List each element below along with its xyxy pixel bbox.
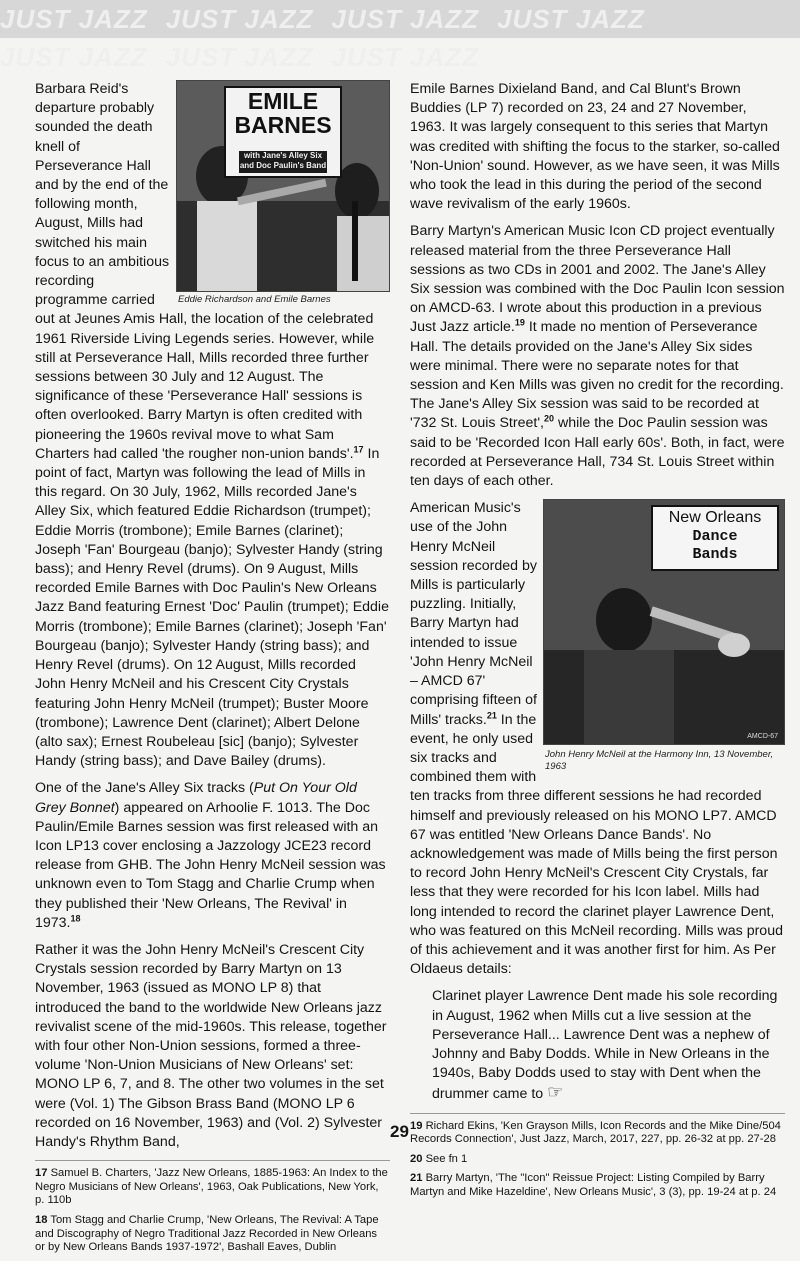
footnote-divider xyxy=(35,1160,390,1161)
body-paragraph: American Music's use of the John Henry McNeil session recorded by Mills is particularly puzzling. Initially, Barry Martyn had intended to issue 'John Henry McNeil – AMCD 67' comprising fifteen of Mills' tracks.$^{21}$ In the event, he only used six tracks and combined them with ten tracks from three different sessions he had recorded himself and previously released on his MONO LP7. AMCD 67 was entitled 'New Orleans Dance Bands'. No acknowledgement was made of Mills being the first person to record John Henry McNeil's Crescent City Crystals, far less that they were recorded for his Icon label. Mills had long intended to record the clarinet player Lawrence Dent, who was featured on this McNeil recording. Mills was proud of this achievement and it was another first for him. As Per Oldaeus details: xyxy=(410,500,783,978)
emile-barnes-album-cover xyxy=(176,80,390,292)
page-number: 29 xyxy=(390,1122,409,1141)
pointing-hand-icon: ☞ xyxy=(547,1082,564,1103)
cd-catalog-number: AMCD-67 xyxy=(747,733,778,741)
block-quote: Clarinet player Lawrence Dent made his sole recording in August, 1962 when Mills cut a live session at the Perseverance Hall... Lawrence Dent was a nephew of Johnny and Baby Dodds. While in New Orleans in the 1940s, Baby Dodds used to stay with Dent when the drummer came to ☞ xyxy=(432,988,778,1103)
body-paragraph: Barbara Reid's departure probably sounded the death knell of Perseverance Hall and by the end of the following month, August, Mills had switched his main focus to an ambitious recording programme carried out at Jeunes Amis Hall, the location of the celebrated 1961 Riverside Living Legends series. However, while still at Perseverance Hall, Mills recorded three further sessions between 30 July and 12 August. The significance of these 'Perseverance Hall' sessions is often overlooked. Barry Martyn is often credited with pioneering the 1960s revival move to what Sam Charters had called 'the rougher non-union bands'.$^{17}$ In point of fact, Martyn was following the lead of Mills in this regard. On 30 July, 1962, Mills recorded Jane's Alley Six, which featured Eddie Richardson (trumpet); Eddie Morris (trombone); Emile Barnes (clarinet); Joseph 'Fan' Bourgeau (banjo); Sylvester Handy (string bass); and Henry Revel (drums). On 9 August, Mills recorded Emile Barnes with Doc Paulin's New Orleans Jazz Band featuring Ernest 'Doc' Paulin (trumpet); Eddie Morris (trombone); Emile Barnes (clarinet); Joseph 'Fan' Bourgeau (banjo); Sylvester Handy (string bass); and Henry Revel (drums). On 12 August, Mills recorded John Henry McNeil and his Crescent City Crystals featuring John Henry McNeil (trumpet); Buster Moore (trombone); Lawrence Dent (clarinet); Albert Delone (alto sax); Ernest Roubeleau [sic] (banjo); Sylvester Handy (string bass); and Dave Bailey (drums). xyxy=(35,81,389,770)
footnote: 19 Richard Ekins, 'Ken Grayson Mills, Icon Records and the Mike Dine/504 Records Connection', Just Jazz, March, 2017, 227, pp. 26-32 at pp. 27-28 xyxy=(410,1119,781,1146)
footnote: 18 Tom Stagg and Charlie Crump, 'New Orleans, The Revival: A Tape and Discography of Negro Traditional Jazz Recorded in New Orleans or by New Orleans Bands 1937-1972', Bashall Eaves, Dublin xyxy=(35,1213,379,1254)
left-column xyxy=(35,80,390,1261)
footnote-ref: 19 xyxy=(514,317,525,328)
body-paragraph: Rather it was the John Henry McNeil's Crescent City Crystals session recorded by Barry Martyn on 13 November, 1963 (issued as MONO LP 8) that introduced the band to the worldwide New Orleans jazz revivalist scene of the mid-1960s. This release, together with four other Non-Union sessions, formed a three-volume 'Non-Union Musicians of New Orleans' set: MONO LP 6, 7, and 8. The other two volumes in the set were (Vol. 1) The Gibson Brass Band (MONO LP 6 recorded on 16 November, 1963) and (Vol. 2) Sylvester Handy's Rhythm Band, xyxy=(35,941,387,1150)
figure-caption: John Henry McNeil at the Harmony Inn, 13 November, 1963 xyxy=(545,749,774,773)
body-paragraph: Emile Barnes Dixieland Band, and Cal Blunt's Brown Buddies (LP 7) recorded on 23, 24 and 27 November, 1963. It was largely consequent to this series that Martyn was credited with shifting the focus to the starker, so-called 'Non-Union' sound. However, as we have seen, it was Mills who took the lead in this during the period of the second wave revivalism of the early 1960s. xyxy=(410,81,780,213)
footnote-ref: 18 xyxy=(70,913,81,923)
footnote: 17 Samuel B. Charters, 'Jazz New Orleans, 1885-1963: An Index to the Negro Musicians of New Orleans', 1963, Oak Publications, New York, p. 110b xyxy=(35,1167,388,1207)
album-title: EMILE BARNES xyxy=(234,88,332,138)
footnote-ref: 17 xyxy=(353,444,364,455)
footnote-divider xyxy=(410,1113,785,1114)
footnote-ref: 21 xyxy=(486,709,497,720)
running-header-banner: JUST JAZZ JUST JAZZ JUST JAZZ JUST JAZZJUST JAZZ JUST JAZZ JUST JAZZ xyxy=(0,0,800,38)
new-orleans-dance-bands-cover xyxy=(543,499,785,745)
body-paragraph: Barry Martyn's American Music Icon CD project eventually released material from the three Perseverance Hall sessions as two CDs in 2001 and 2002. The Jane's Alley Six session was combined with the Doc Paulin Icon session on AMCD-63. I wrote about this production in a previous Just Jazz article.$^{19}$ It made no mention of Perseverance Hall. The details provided on the Jane's Alley Six sides were minimal. There were no separate notes for that session and Ken Mills was given no credit for the recording. The Jane's Alley Six session was said to be recorded at '732 St. Louis Street',$^{20}$ while the Doc Paulin session was said to be 'Recorded Icon Hall early 60s'. Both, in fact, were recorded at Perseverance Hall, 734 St. Louis Street within ten days of each other. xyxy=(410,223,785,490)
footnote: 21 Barry Martyn, 'The "Icon" Reissue Project: Listing Compiled by Barry Martyn and Mike Hazeldine', New Orleans Music', 3 (3), pp. 19-24 at p. 24 xyxy=(410,1172,777,1198)
cd-title: New Orleans Dance Bands xyxy=(668,509,762,564)
album-subtitle: with Jane's Alley Six and Doc Paulin's Band xyxy=(239,151,327,170)
right-column xyxy=(410,80,785,1206)
figure-caption: Eddie Richardson and Emile Barnes xyxy=(178,294,331,305)
footnote-ref: 20 xyxy=(543,413,554,424)
body-paragraph: One of the Jane's Alley Six tracks (Put On Your Old Grey Bonnet) appeared on Arhoolie F. 1013. The Doc Paulin/Emile Barnes session was first released with an Icon LP13 cover enclosing a Jazzology JCE23 record release from GHB. The John Henry McNeil session was unknown even to Tom Stagg and Charlie Crump when they published their 'New Orleans, The Revival' in 1973.18 xyxy=(35,780,386,931)
footnote: 20 See fn 1 xyxy=(410,1152,468,1165)
